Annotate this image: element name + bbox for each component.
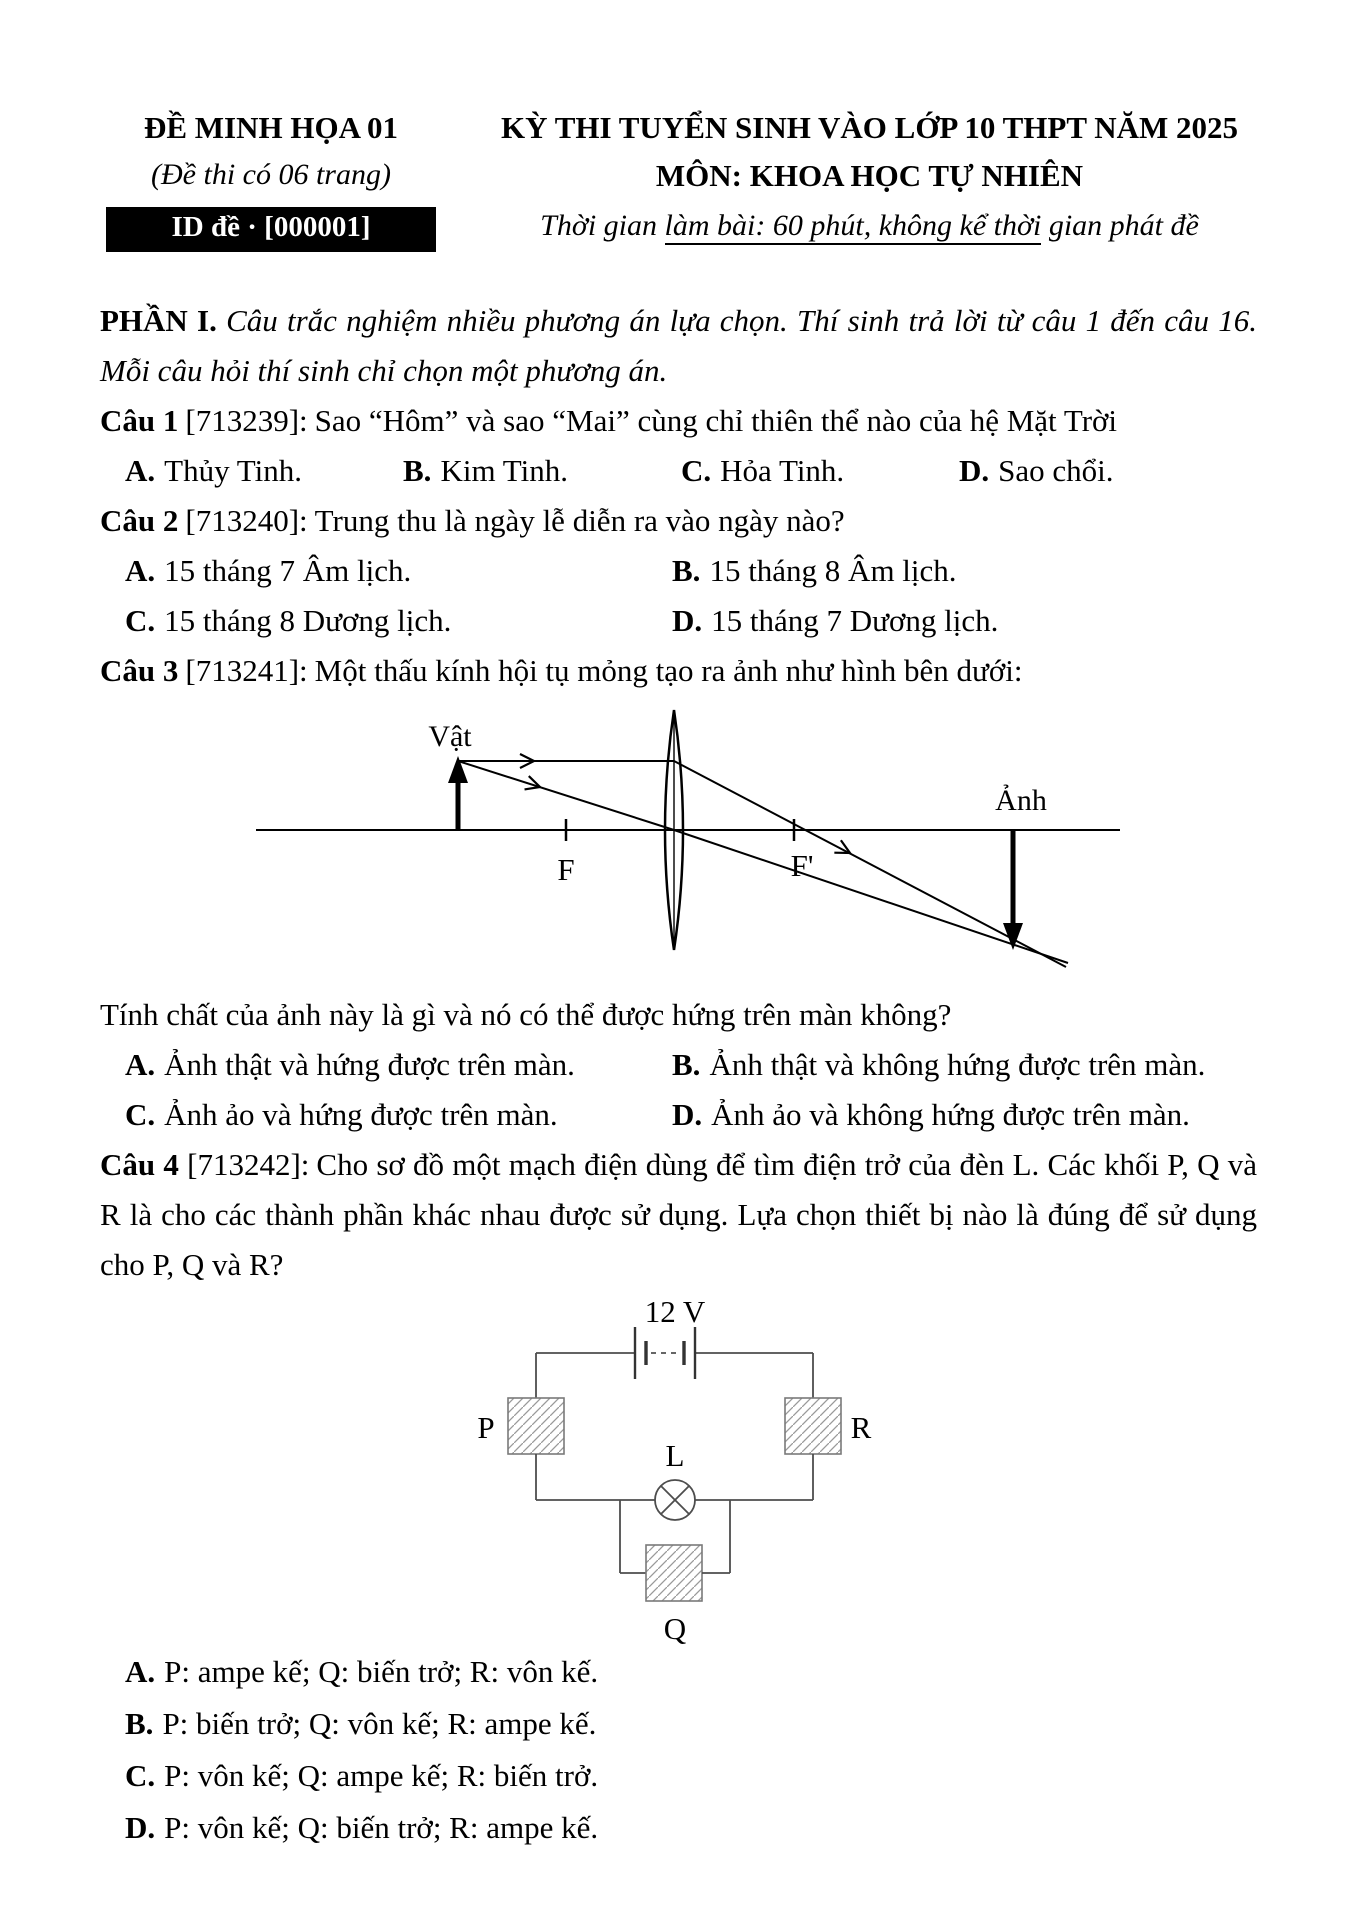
lamp-icon	[655, 1480, 695, 1520]
part1-label: PHẦN I.	[100, 303, 217, 338]
q1-options	[100, 446, 1257, 496]
battery-icon	[635, 1327, 695, 1379]
time-suffix: gian phát đề	[1041, 209, 1199, 242]
exam-time-note	[482, 200, 1257, 252]
q3-code: [713241]:	[185, 653, 308, 688]
exam-subject: MÔN: KHOA HỌC TỰ NHIÊN	[655, 158, 1084, 193]
q3-stem: Một thấu kính hội tụ mỏng tạo ra ảnh như hình bên dưới:	[314, 653, 1023, 688]
component-P-label: P	[477, 1410, 495, 1445]
q1-option-c: C. Hỏa Tinh.	[681, 453, 845, 488]
question-3	[100, 646, 1257, 1140]
exam-code-title: ĐỀ MINH HỌA 01	[143, 110, 399, 145]
component-R-box	[785, 1398, 841, 1454]
question-2-text	[100, 496, 1257, 546]
q4-code: [713242]:	[187, 1147, 310, 1182]
q1-label: Câu 1	[100, 403, 179, 438]
q2-option-b: B. 15 tháng 8 Âm lịch.	[672, 553, 957, 588]
component-P-box	[508, 1398, 564, 1454]
component-R-label: R	[850, 1410, 872, 1445]
question-4	[100, 1140, 1257, 1854]
q3-label: Câu 3	[100, 653, 179, 688]
part1-heading	[100, 296, 1257, 396]
q2-code: [713240]:	[185, 503, 308, 538]
q1-code: [713239]:	[185, 403, 308, 438]
q4-option-c: C. P: vôn kế; Q: ampe kế; R: biến trở.	[125, 1758, 599, 1793]
q3-options	[100, 1040, 1257, 1140]
component-Q-box	[646, 1545, 702, 1601]
q2-options	[100, 546, 1257, 646]
circuit-diagram-svg	[388, 1290, 908, 1646]
q3-option-d: D. Ảnh ảo và không hứng được trên màn.	[672, 1097, 1190, 1132]
question-3-text	[100, 646, 1257, 696]
question-4-text	[100, 1140, 1257, 1290]
q2-stem: Trung thu là ngày lễ diễn ra vào ngày nào?	[314, 503, 845, 538]
lens-diagram	[228, 698, 1257, 990]
q4-stem: Cho sơ đồ một mạch điện dùng để tìm điện trở của đèn L. Các khối P, Q và R là cho các thành phần khác nhau được sử dụng. Lựa chọn thiết bị nào là đúng để sử dụng cho P, Q và R?	[100, 1147, 1257, 1282]
q2-option-a: A. 15 tháng 7 Âm lịch.	[125, 553, 412, 588]
q1-option-b: B. Kim Tinh.	[403, 453, 568, 488]
image-label: Ảnh	[995, 784, 1047, 817]
q2-option-d: D. 15 tháng 7 Dương lịch.	[672, 603, 999, 638]
exam-id-box: ID đề · [000001]	[106, 207, 436, 252]
q4-option-b: B. P: biến trở; Q: vôn kế; R: ampe kế.	[125, 1706, 597, 1741]
focus-F-label: F	[557, 852, 575, 887]
exam-title: KỲ THI TUYỂN SINH VÀO LỚP 10 THPT NĂM 2025	[501, 110, 1238, 145]
circuit-diagram	[388, 1290, 1257, 1646]
q2-label: Câu 2	[100, 503, 179, 538]
q1-stem: Sao “Hôm” và sao “Mai” cùng chỉ thiên thể nào của hệ Mặt Trời	[314, 403, 1118, 438]
time-underlined: làm bài: 60 phút, không kể thời	[665, 209, 1042, 245]
part1-instructions: Câu trắc nghiệm nhiều phương án lựa chọn. Thí sinh trả lời từ câu 1 đến câu 16. Mỗi câu hỏi thí sinh chỉ chọn một phương án.	[100, 303, 1257, 388]
exam-pages-note: (Đề thi có 06 trang)	[151, 158, 391, 191]
question-1-text	[100, 396, 1257, 446]
time-prefix: Thời gian	[540, 209, 665, 242]
question-2	[100, 496, 1257, 646]
component-Q-label: Q	[663, 1611, 687, 1646]
q3-option-a: A. Ảnh thật và hứng được trên màn.	[125, 1047, 575, 1082]
lamp-label: L	[665, 1438, 685, 1473]
q4-option-d: D. P: vôn kế; Q: biến trở; R: ampe kế.	[125, 1810, 599, 1845]
q3-option-b: B. Ảnh thật và không hứng được trên màn.	[672, 1047, 1206, 1082]
lens-diagram-svg	[228, 698, 1148, 990]
q1-option-d: D. Sao chổi.	[959, 453, 1114, 488]
object-label: Vật	[428, 720, 472, 753]
question-1	[100, 396, 1257, 496]
q4-label: Câu 4	[100, 1147, 179, 1182]
question-3-subtext: Tính chất của ảnh này là gì và nó có thể được hứng trên màn không?	[100, 997, 952, 1032]
battery-voltage-label: 12 V	[644, 1294, 706, 1329]
focus-F2-label: F'	[790, 848, 814, 883]
ray2-transmitted	[674, 830, 1068, 963]
q4-options	[100, 1646, 1257, 1854]
q4-option-a: A. P: ampe kế; Q: biến trở; R: vôn kế.	[125, 1654, 599, 1689]
q3-option-c: C. Ảnh ảo và hứng được trên màn.	[125, 1097, 558, 1132]
header-left-block	[106, 104, 436, 252]
exam-header	[100, 0, 1257, 252]
q1-option-a: A. Thủy Tinh.	[125, 453, 302, 488]
q2-option-c: C. 15 tháng 8 Dương lịch.	[125, 603, 452, 638]
header-right-block	[436, 104, 1257, 252]
